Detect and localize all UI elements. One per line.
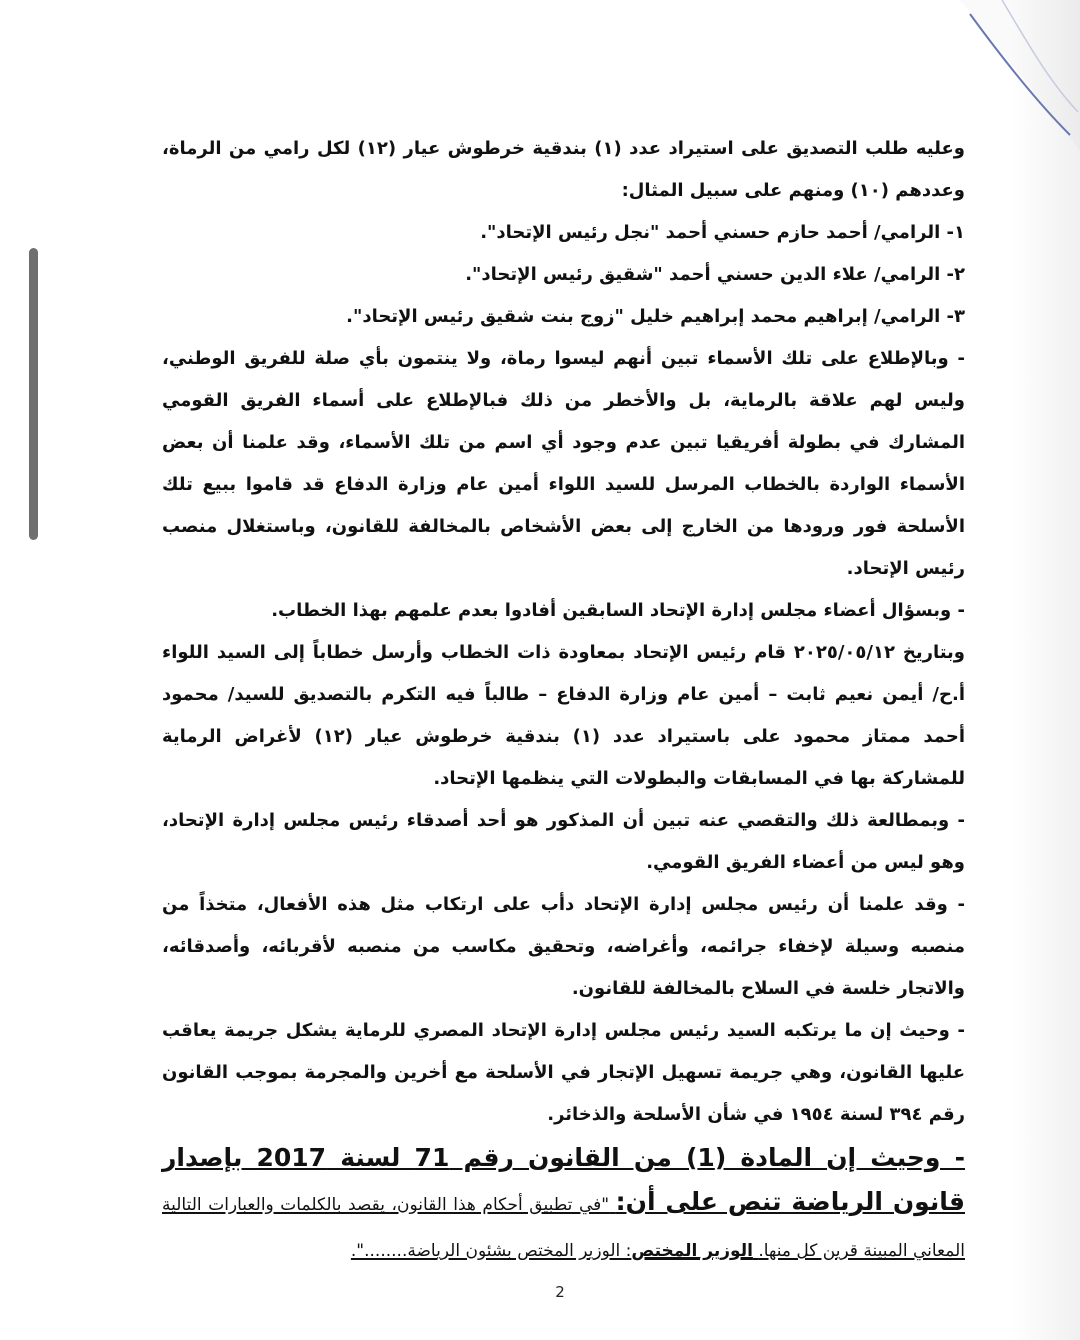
- law-quote-term: الوزير المختص: [631, 1241, 753, 1261]
- document-body: [162, 128, 965, 1272]
- page-edge-shadow: [1010, 0, 1080, 1340]
- law-quote-end: : الوزير المختص بشئون الرياضة........".: [350, 1241, 632, 1261]
- scrollbar-thumb[interactable]: [29, 248, 38, 540]
- list-item-shooter-1: ١- الرامي/ أحمد حازم حسني أحمد "نجل رئيس الإتحاد".: [480, 222, 965, 243]
- paragraph-board-members: - وبسؤال أعضاء مجلس إدارة الإتحاد السابقين أفادوا بعدم علمهم بهذا الخطاب.: [271, 600, 965, 621]
- list-item-shooter-2: ٢- الرامي/ علاء الدين حسني أحمد "شقيق رئيس الإتحاد".: [465, 264, 965, 285]
- paragraph-investigation: - وبمطالعة ذلك والتقصي عنه تبين أن المذكور هو أحد أصدقاء رئيس مجلس إدارة الإتحاد، وهو ليس من أعضاء الفريق القومي.: [162, 810, 965, 873]
- paragraph-names-review: - وبالإطلاع على تلك الأسماء تبين أنهم ليسوا رماة، ولا ينتمون بأي صلة للفريق الوطني، وليس لهم علاقة بالرماية، بل والأخطر من ذلك فبالإطلاع على أسماء الفريق القومي المشارك في بطولة أفريقيا تبين عدم وجود أي اسم من تلك الأسماء، وقد علمنا أن بعض الأسماء الواردة بالخطاب المرسل للسيد اللواء أمين عام وزارة الدفاع قد قاموا ببيع تلك الأسلحة فور ورودها من الخارج إلى بعض الأشخاص بالمخالفة للقانون، وباستغلال منصب رئيس الإتحاد.: [162, 348, 965, 579]
- paragraph-pattern: - وقد علمنا أن رئيس مجلس إدارة الإتحاد دأب على ارتكاب مثل هذه الأفعال، متخذاً من منصبه وسيلة لإخفاء جرائمه، وأغراضه، وتحقيق مكاسب من منصبه لأقربائه، وأصدقائه، والاتجار خلسة في السلاح بالمخالفة للقانون.: [162, 894, 965, 999]
- paragraph-second-letter: وبتاريخ ٢٠٢٥/٠٥/١٢ قام رئيس الإتحاد بمعاودة ذات الخطاب وأرسل خطاباً إلى السيد اللواء أ.ح/ أيمن نعيم ثابت – أمين عام وزارة الدفاع – طالباً فيه التكرم بالتصديق للسيد/ محمود أحمد ممتاز محمود على باستيراد عدد (١) بندقية خرطوش عيار (١٢) لأغراض الرماية للمشاركة بها في المسابقات والبطولات التي ينظمها الإتحاد.: [162, 642, 966, 789]
- paragraph-crime: - وحيث إن ما يرتكبه السيد رئيس مجلس إدارة الإتحاد المصري للرماية يشكل جريمة يعاقب عليها القانون، وهي جريمة تسهيل الإتجار في الأسلحة مع أخرين والمجرمة بموجب القانون رقم ٣٩٤ لسنة ١٩٥٤ في شأن الأسلحة والذخائر.: [162, 1020, 965, 1125]
- list-item-shooter-3: ٣- الرامي/ إبراهيم محمد إبراهيم خليل "زوج بنت شقيق رئيس الإتحاد".: [346, 306, 965, 327]
- law-quote-start: "في تطبيق أحكام هذا القانون، يقصد بالكلمات والعبارات التالية المعاني المبينة قرين كل منها.: [162, 1195, 965, 1261]
- law-heading: [162, 1136, 965, 1272]
- page-number: 2: [555, 1283, 565, 1301]
- law-heading-text: - وحيث إن المادة (1) من القانون رقم 71 لسنة 2017 بإصدار قانون الرياضة تنص على أن:: [162, 1143, 965, 1216]
- paragraph-request: وعليه طلب التصديق على استيراد عدد (١) بندقية خرطوش عيار (١٢) لكل رامي من الرماة، وعددهم (١٠) ومنهم على سبيل المثال:: [162, 138, 965, 201]
